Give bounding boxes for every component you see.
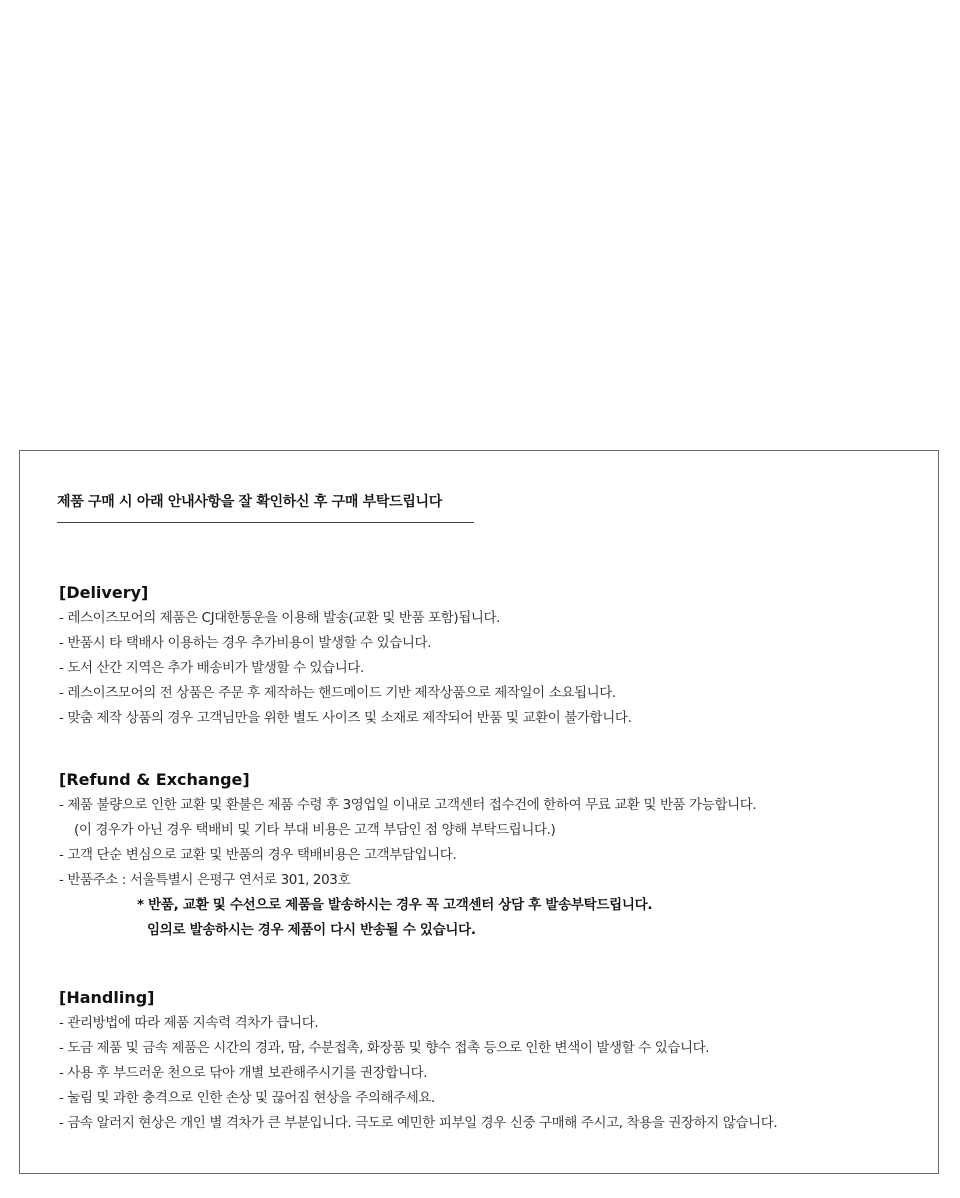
- return-warning: 임의로 발송하시는 경우 제품이 다시 반송될 수 있습니다.: [147, 922, 476, 938]
- refund-exchange-section: [59, 767, 919, 943]
- handling-line: - 관리방법에 따라 제품 지속력 격차가 큽니다.: [59, 1015, 319, 1031]
- refund-line: - 고객 단순 변심으로 교환 및 반품의 경우 택배비용은 고객부담입니다.: [59, 847, 457, 863]
- handling-heading: [Handling]: [59, 988, 155, 1007]
- notice-title: 제품 구매 시 아래 안내사항을 잘 확인하신 후 구매 부탁드립니다: [57, 494, 442, 510]
- handling-line: - 사용 후 부드러운 천으로 닦아 개별 보관해주시기를 권장합니다.: [59, 1065, 428, 1081]
- refund-line: - 제품 불량으로 인한 교환 및 환불은 제품 수령 후 3영업일 이내로 고객센터 접수건에 한하여 무료 교환 및 반품 가능합니다.: [59, 797, 757, 813]
- return-warning: * 반품, 교환 및 수선으로 제품을 발송하시는 경우 꼭 고객센터 상담 후 발송부탁드립니다.: [137, 897, 653, 913]
- return-address: - 반품주소 : 서울특별시 은평구 연서로 301, 203호: [59, 872, 351, 888]
- delivery-line: - 맞춤 제작 상품의 경우 고객님만을 위한 별도 사이즈 및 소재로 제작되어 반품 및 교환이 불가합니다.: [59, 710, 632, 726]
- refund-exchange-heading: [Refund & Exchange]: [59, 770, 250, 789]
- delivery-line: - 도서 산간 지역은 추가 배송비가 발생할 수 있습니다.: [59, 660, 364, 676]
- delivery-section: [59, 580, 919, 731]
- handling-section: [59, 985, 919, 1136]
- delivery-line: - 레스이즈모어의 제품은 CJ대한통운을 이용해 발송(교환 및 반품 포함)됩니다.: [59, 610, 501, 626]
- handling-line: - 금속 알러지 현상은 개인 별 격차가 큰 부분입니다. 극도로 예민한 피부일 경우 신중 구매해 주시고, 착용을 권장하지 않습니다.: [59, 1115, 778, 1131]
- handling-line: - 도금 제품 및 금속 제품은 시간의 경과, 땀, 수분접촉, 화장품 및 향수 접촉 등으로 인한 변색이 발생할 수 있습니다.: [59, 1040, 710, 1056]
- delivery-line: - 반품시 타 택배사 이용하는 경우 추가비용이 발생할 수 있습니다.: [59, 635, 432, 651]
- handling-line: - 눌림 및 과한 충격으로 인한 손상 및 끊어짐 현상을 주의해주세요.: [59, 1090, 435, 1106]
- delivery-line: - 레스이즈모어의 전 상품은 주문 후 제작하는 핸드메이드 기반 제작상품으로 제작일이 소요됩니다.: [59, 685, 616, 701]
- title-underline: [57, 522, 474, 523]
- refund-note: (이 경우가 아닌 경우 택배비 및 기타 부대 비용은 고객 부담인 점 양해 부탁드립니다.): [74, 822, 556, 838]
- delivery-heading: [Delivery]: [59, 583, 149, 602]
- purchase-notice-box: [19, 450, 939, 1174]
